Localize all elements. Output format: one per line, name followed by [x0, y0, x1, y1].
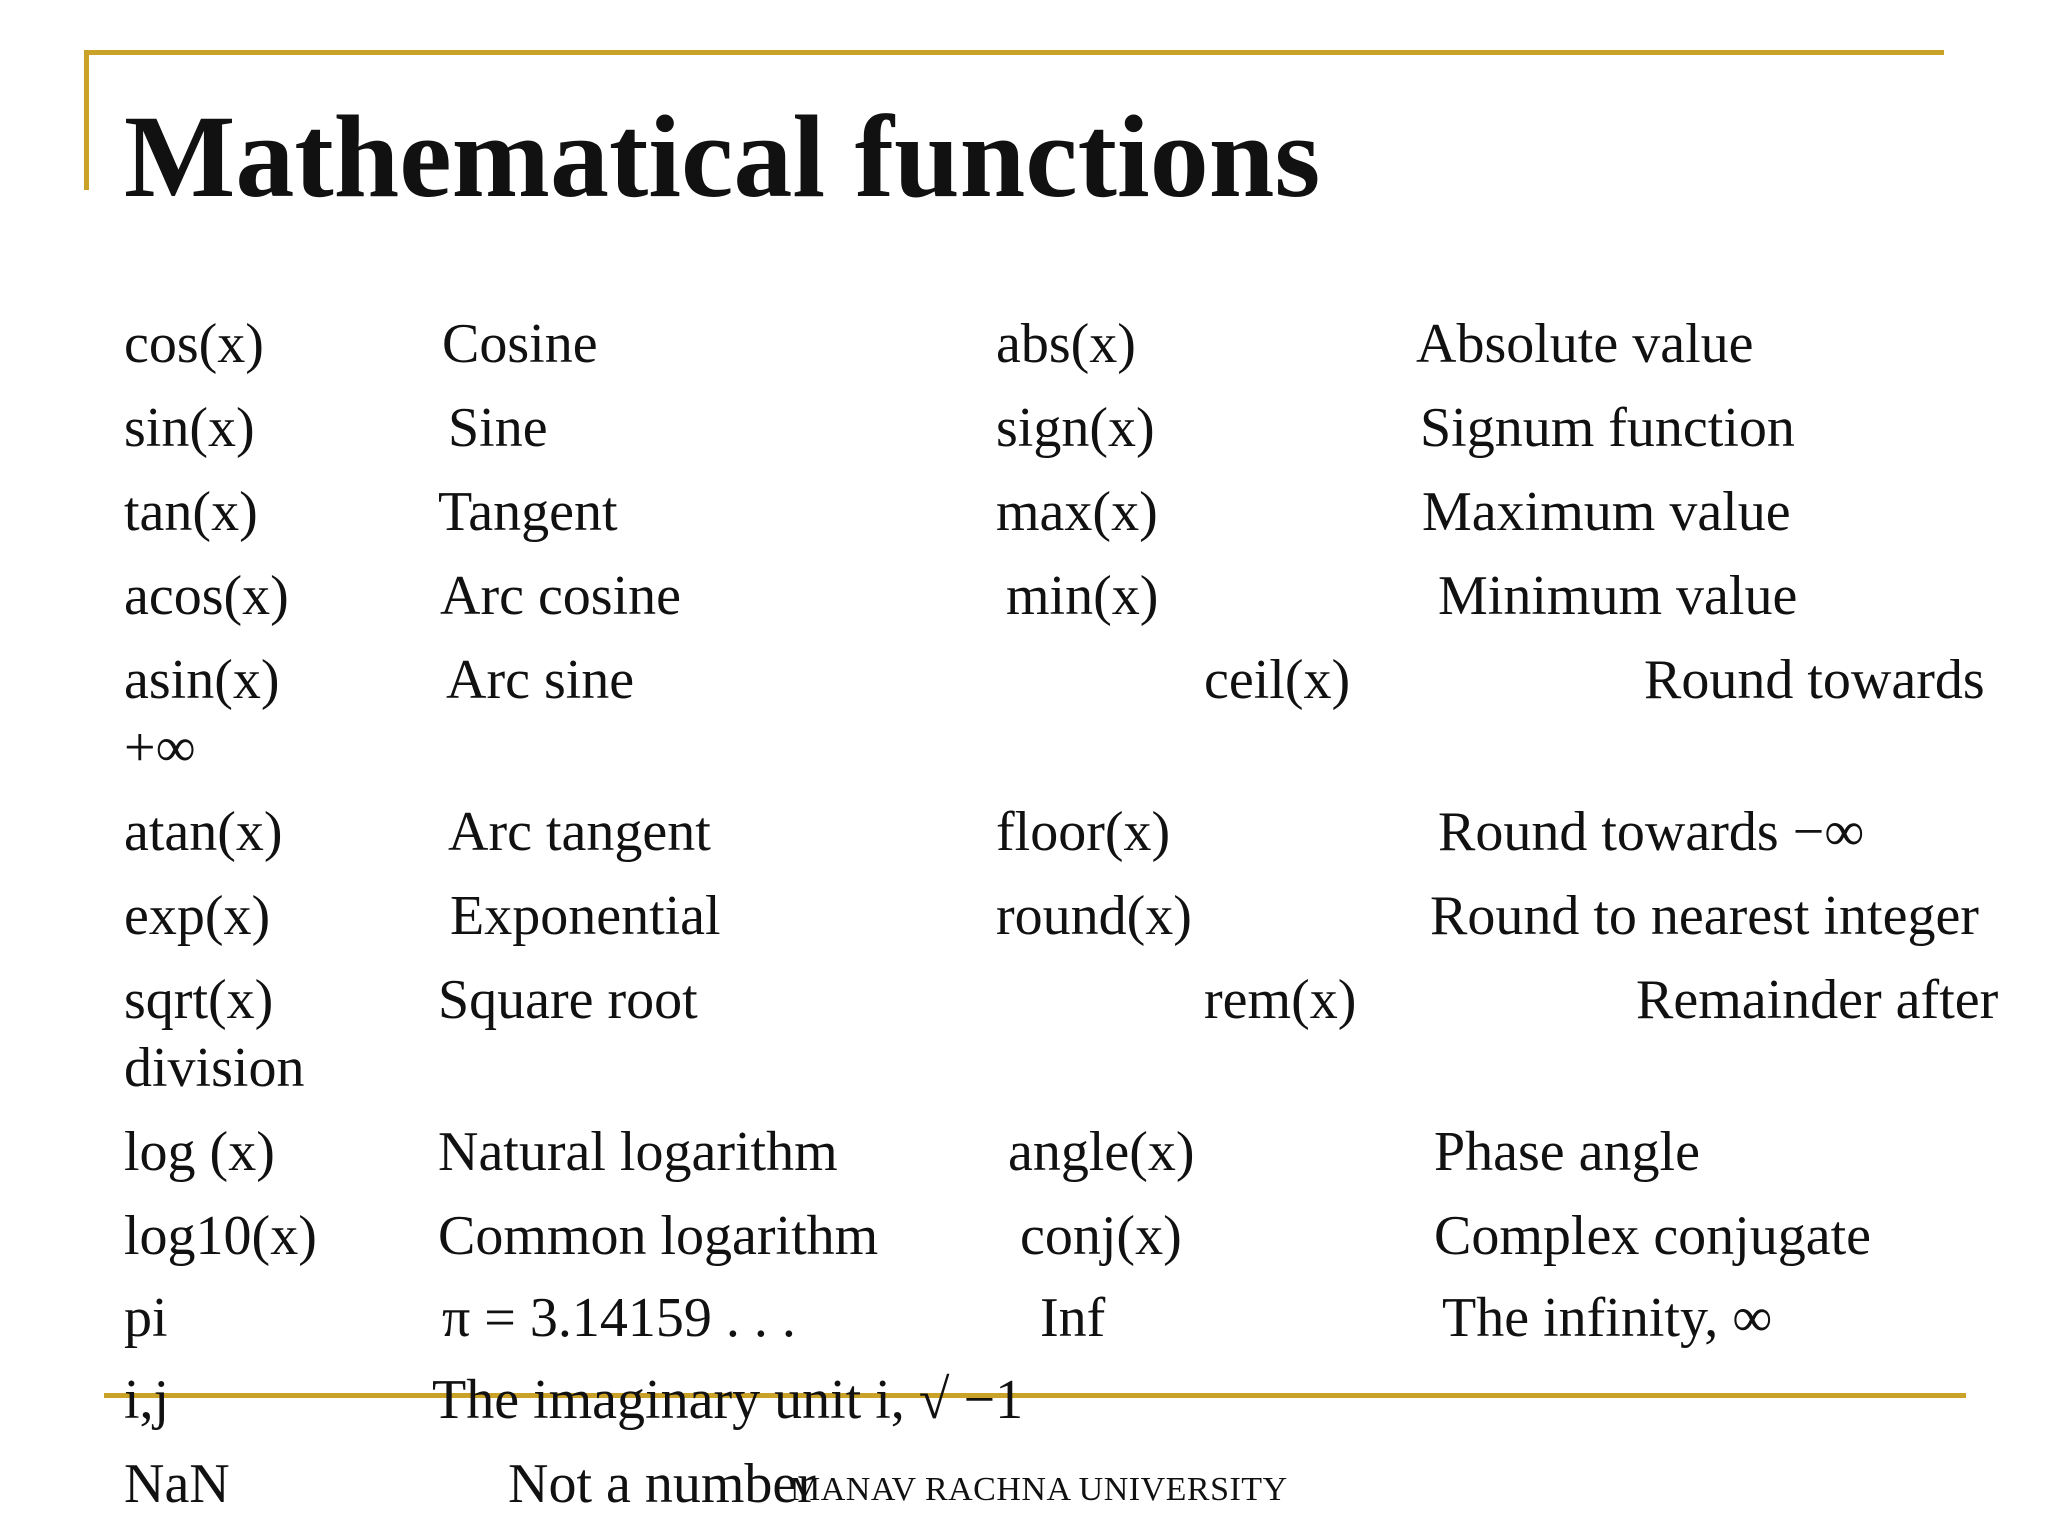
- function-name: cos(x): [124, 313, 264, 375]
- function-description: Absolute value: [1416, 313, 1754, 375]
- function-name: atan(x): [124, 801, 283, 863]
- function-description: Round towards −∞: [1438, 801, 1865, 863]
- function-description: Square root: [438, 969, 698, 1031]
- function-name: min(x): [1006, 565, 1159, 627]
- function-name: sign(x): [996, 397, 1155, 459]
- function-name: round(x): [996, 885, 1192, 947]
- function-name: sqrt(x): [124, 969, 274, 1031]
- function-name: angle(x): [1008, 1121, 1195, 1183]
- left-accent-rule: [84, 50, 89, 190]
- function-description: Signum function: [1420, 397, 1795, 459]
- function-name: abs(x): [996, 313, 1136, 375]
- function-description: Remainder after: [1636, 969, 1999, 1031]
- function-description: Maximum value: [1422, 481, 1791, 543]
- function-name: Inf: [1040, 1287, 1106, 1349]
- slide-title: Mathematical functions: [124, 91, 1321, 222]
- function-name: log (x): [124, 1121, 275, 1183]
- function-description: Arc cosine: [440, 565, 682, 627]
- function-name: log10(x): [124, 1205, 317, 1267]
- function-description: Complex conjugate: [1434, 1205, 1872, 1267]
- function-description: Phase angle: [1434, 1121, 1700, 1183]
- wrapped-description-continuation: division: [124, 1037, 305, 1099]
- function-description: Round to nearest integer: [1430, 885, 1979, 947]
- function-name: floor(x): [996, 801, 1171, 863]
- function-description: Minimum value: [1438, 565, 1798, 627]
- function-name: asin(x): [124, 649, 280, 711]
- function-name: acos(x): [124, 565, 289, 627]
- function-description: Natural logarithm: [438, 1121, 838, 1183]
- function-name: sin(x): [124, 397, 255, 459]
- function-name: ceil(x): [1204, 649, 1351, 711]
- function-name: tan(x): [124, 481, 258, 543]
- function-name: conj(x): [1020, 1205, 1182, 1267]
- footer-university-name: MANAV RACHNA UNIVERSITY: [790, 1471, 1288, 1508]
- function-name: pi: [124, 1287, 168, 1349]
- function-description: Round towards: [1644, 649, 1985, 711]
- function-description: Sine: [448, 397, 548, 459]
- function-description: Arc sine: [446, 649, 635, 711]
- function-name: rem(x): [1204, 969, 1357, 1031]
- function-description: Not a number: [508, 1453, 816, 1515]
- function-name: max(x): [996, 481, 1158, 543]
- function-description: Common logarithm: [438, 1205, 879, 1267]
- function-description: The infinity, ∞: [1442, 1287, 1773, 1349]
- function-name: NaN: [124, 1453, 230, 1515]
- function-description: Tangent: [438, 481, 618, 543]
- function-description: Arc tangent: [448, 801, 711, 863]
- function-description: π = 3.14159 . . .: [442, 1287, 796, 1349]
- wrapped-description-continuation: +∞: [124, 717, 196, 779]
- function-name: i,j: [124, 1369, 170, 1431]
- function-description: Exponential: [450, 885, 721, 947]
- function-description: The imaginary unit i, √ −1: [432, 1369, 1024, 1431]
- top-accent-rule: [84, 50, 1944, 55]
- function-description: Cosine: [442, 313, 598, 375]
- bottom-accent-rule: [104, 1393, 1966, 1398]
- function-name: exp(x): [124, 885, 271, 947]
